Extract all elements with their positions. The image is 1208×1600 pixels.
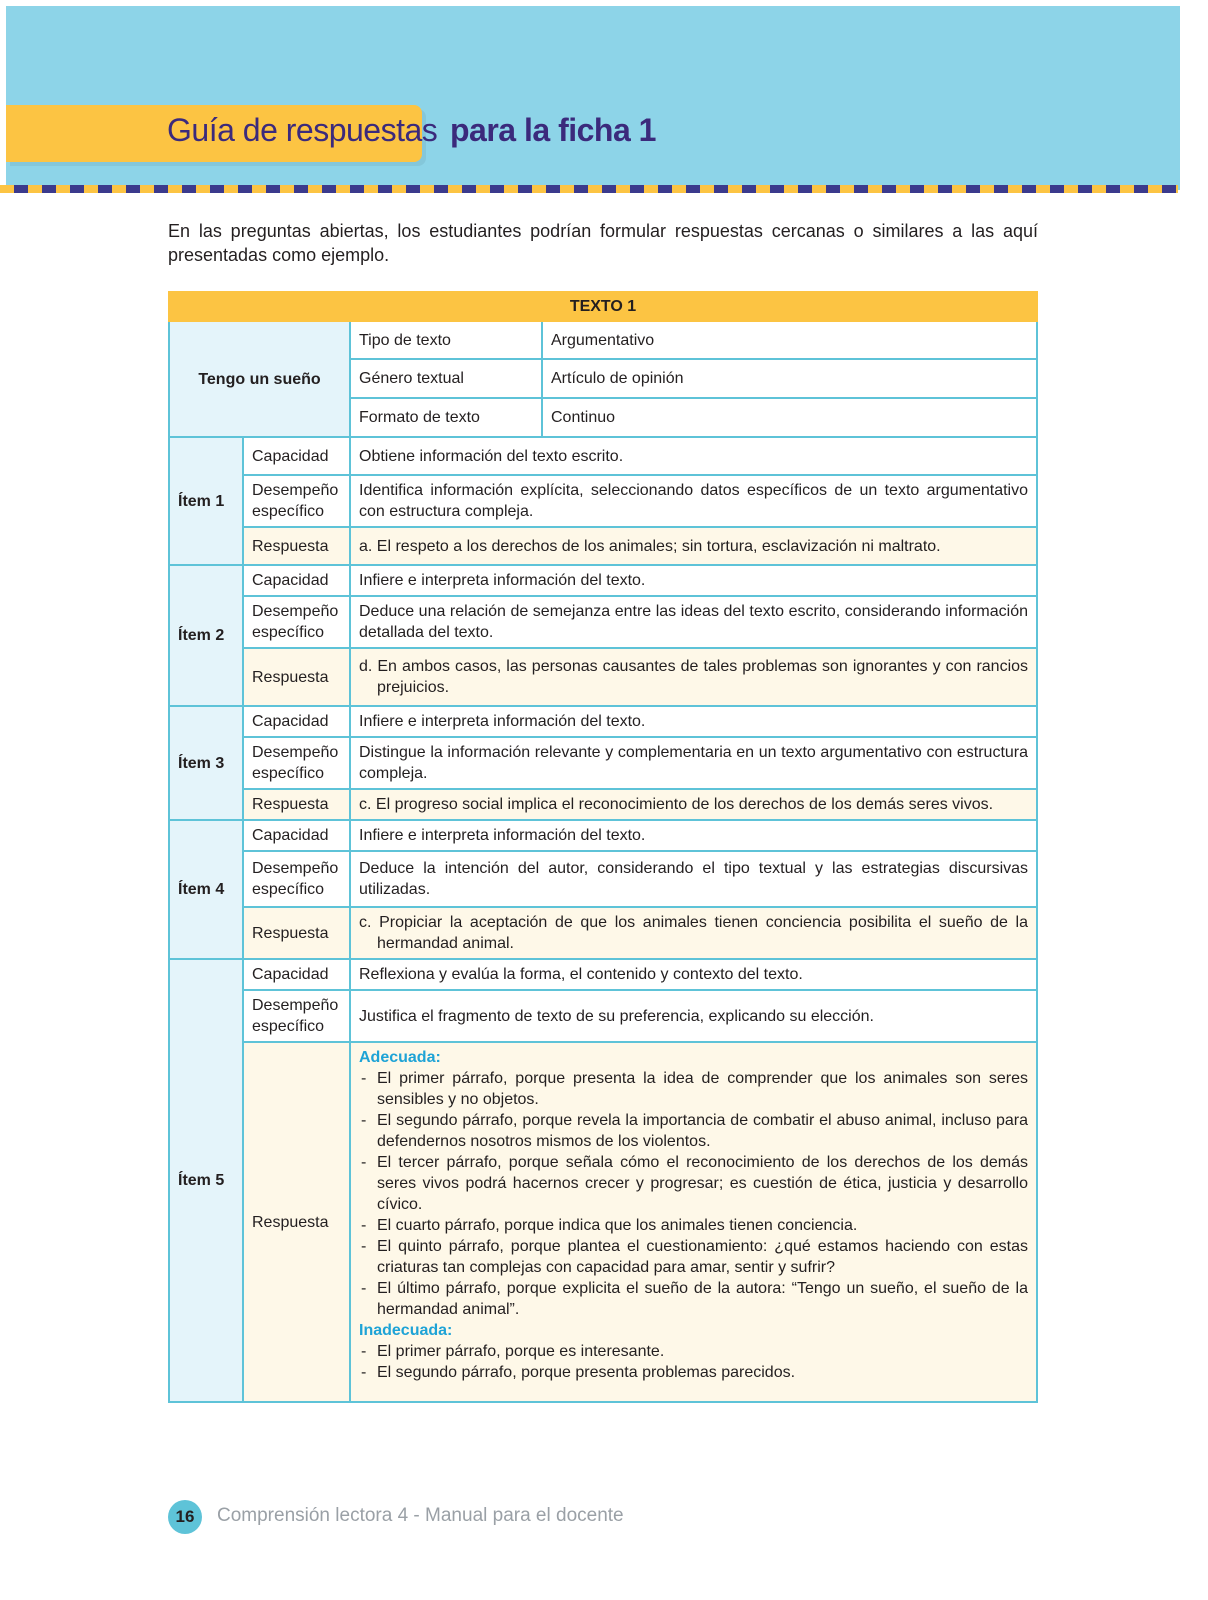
- row-label-respuesta: Respuesta: [243, 789, 350, 820]
- intro-paragraph: En las preguntas abiertas, los estudiantes podrían formular respuestas cercanas o similares a las aquí presentadas como ejemplo.: [168, 221, 1038, 265]
- item-label: Ítem 1: [169, 437, 243, 565]
- answer-table: [168, 291, 1038, 1403]
- row-label-capacidad: Capacidad: [243, 437, 350, 475]
- list-item: - El quinto párrafo, porque plantea el cuestionamiento: ¿qué estamos haciendo con estas criaturas tan complejas con capacidad para amar, sentir y sufrir?: [359, 1236, 1028, 1278]
- page-subtitle: para la ficha 1: [450, 112, 656, 148]
- info-value: Argumentativo: [542, 321, 1037, 359]
- capacidad-text: Obtiene información del texto escrito.: [350, 437, 1037, 475]
- header-stripe: [0, 185, 1178, 193]
- row-label-desempeno: Desempeño específico: [243, 737, 350, 789]
- page-title: Guía de respuestas: [167, 112, 438, 148]
- row-label-desempeno: Desempeño específico: [243, 851, 350, 907]
- row-label-capacidad: Capacidad: [243, 565, 350, 596]
- row-label-respuesta: Respuesta: [243, 907, 350, 959]
- desempeno-text: Deduce la intención del autor, considerando el tipo textual y las estrategias discursivas utilizadas.: [350, 851, 1037, 907]
- adecuada-list: [359, 1068, 1028, 1320]
- list-item: - El segundo párrafo, porque presenta problemas parecidos.: [359, 1362, 1028, 1383]
- respuesta-list-cell: [350, 1042, 1037, 1402]
- header-banner: [6, 6, 1180, 190]
- adecuada-label: Adecuada:: [359, 1049, 441, 1066]
- row-label-respuesta: Respuesta: [243, 1042, 350, 1402]
- list-item: - El último párrafo, porque explicita el sueño de la autora: “Tengo un sueño, el sueño de la hermandad animal”.: [359, 1278, 1028, 1320]
- capacidad-text: Infiere e interpreta información del texto.: [350, 706, 1037, 737]
- row-label-respuesta: Respuesta: [243, 648, 350, 706]
- info-label: Género textual: [350, 359, 542, 398]
- list-item: - El primer párrafo, porque presenta la idea de comprender que los animales son seres sensibles y no objetos.: [359, 1068, 1028, 1110]
- info-value: Continuo: [542, 398, 1037, 437]
- text-name: Tengo un sueño: [169, 321, 350, 437]
- row-label-desempeno: Desempeño específico: [243, 475, 350, 527]
- desempeno-text: Justifica el fragmento de texto de su preferencia, explicando su elección.: [350, 990, 1037, 1042]
- item-label: Ítem 4: [169, 820, 243, 959]
- row-label-capacidad: Capacidad: [243, 959, 350, 990]
- respuesta-text: d. En ambos casos, las personas causantes de tales problemas son ignorantes y con rancios prejuicios.: [350, 648, 1037, 706]
- row-label-capacidad: Capacidad: [243, 706, 350, 737]
- item-label: Ítem 3: [169, 706, 243, 820]
- table-heading: TEXTO 1: [169, 292, 1037, 321]
- row-label-capacidad: Capacidad: [243, 820, 350, 851]
- respuesta-text: c. Propiciar la aceptación de que los animales tienen conciencia posibilita el sueño de la hermandad animal.: [350, 907, 1037, 959]
- desempeno-text: Deduce una relación de semejanza entre las ideas del texto escrito, considerando información detallada del texto.: [350, 596, 1037, 648]
- item-label: Ítem 5: [169, 959, 243, 1402]
- list-item: - El segundo párrafo, porque revela la importancia de combatir el abuso animal, incluso para defendernos nosotros mismos de los violentos.: [359, 1110, 1028, 1152]
- inadecuada-label: Inadecuada:: [359, 1322, 453, 1339]
- book-title: Comprensión lectora 4 - Manual para el docente: [217, 1505, 624, 1526]
- row-label-desempeno: Desempeño específico: [243, 596, 350, 648]
- capacidad-text: Infiere e interpreta información del texto.: [350, 565, 1037, 596]
- respuesta-text: a. El respeto a los derechos de los animales; sin tortura, esclavización ni maltrato.: [350, 527, 1037, 565]
- page-number: 16: [168, 1500, 202, 1534]
- capacidad-text: Infiere e interpreta información del texto.: [350, 820, 1037, 851]
- row-label-desempeno: Desempeño específico: [243, 990, 350, 1042]
- desempeno-text: Identifica información explícita, seleccionando datos específicos de un texto argumentativo con estructura compleja.: [350, 475, 1037, 527]
- info-label: Tipo de texto: [350, 321, 542, 359]
- respuesta-text: c. El progreso social implica el reconocimiento de los derechos de los demás seres vivos.: [350, 789, 1037, 820]
- list-item: - El primer párrafo, porque es interesante.: [359, 1341, 1028, 1362]
- inadecuada-list: [359, 1341, 1028, 1383]
- list-item: - El tercer párrafo, porque señala cómo el reconocimiento de los derechos de los demás seres vivos podrá hacernos crecer y progresar; es cuestión de ética, justicia y desarrollo cívico.: [359, 1152, 1028, 1215]
- row-label-respuesta: Respuesta: [243, 527, 350, 565]
- info-value: Artículo de opinión: [542, 359, 1037, 398]
- item-label: Ítem 2: [169, 565, 243, 706]
- info-label: Formato de texto: [350, 398, 542, 437]
- desempeno-text: Distingue la información relevante y complementaria en un texto argumentativo con estructura compleja.: [350, 737, 1037, 789]
- capacidad-text: Reflexiona y evalúa la forma, el contenido y contexto del texto.: [350, 959, 1037, 990]
- list-item: - El cuarto párrafo, porque indica que los animales tienen conciencia.: [359, 1215, 1028, 1236]
